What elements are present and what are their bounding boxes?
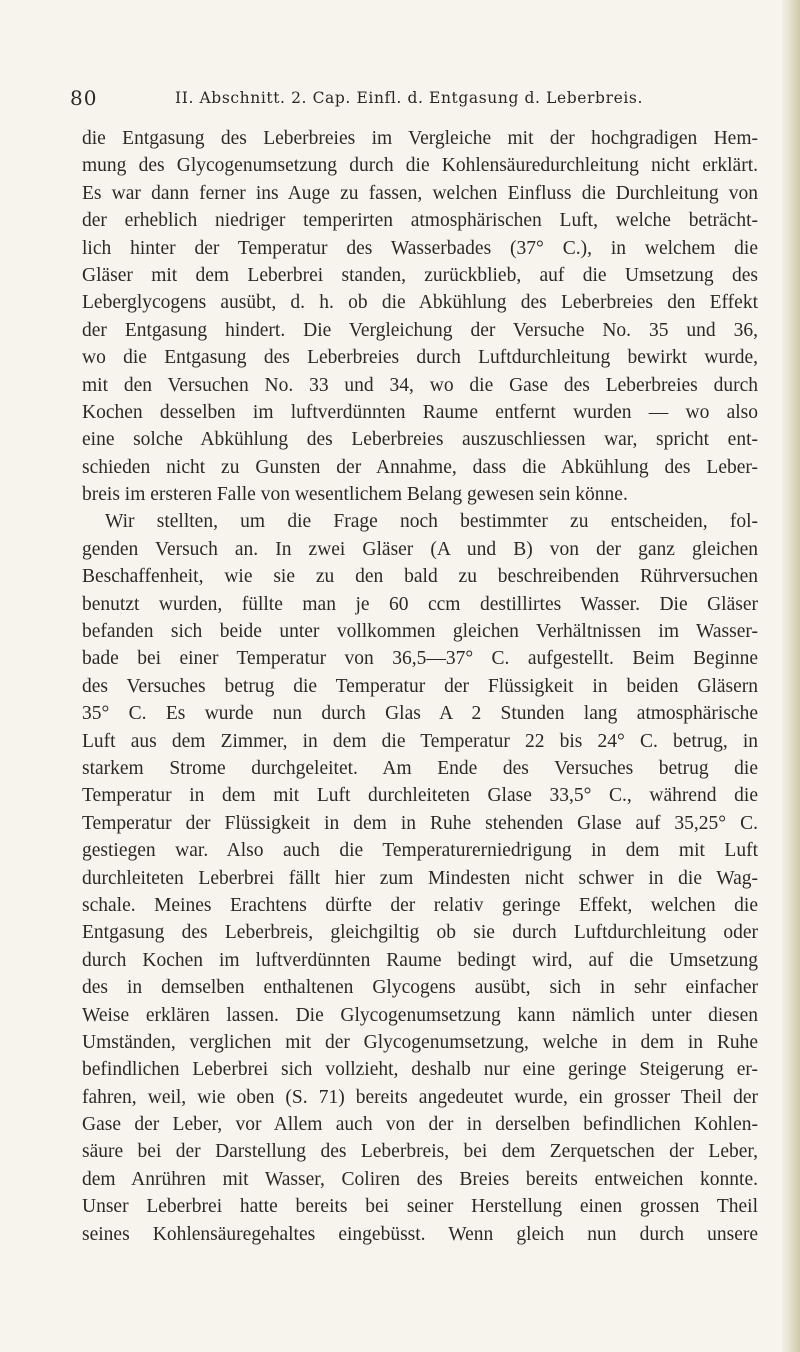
text-line: des Versuches betrug die Temperatur der Flüssigkeit in beiden Gläsern	[82, 675, 758, 697]
page-number: 80	[70, 86, 98, 110]
text-line: des in demselben enthaltenen Glycogens ausübt, sich in sehr einfacher	[82, 977, 758, 999]
text-line: gestiegen war. Also auch die Temperaturerniedrigung in dem mit Luft	[82, 840, 758, 862]
text-line: lich hinter der Temperatur des Wasserbades (37° C.), in welchem die	[82, 237, 758, 259]
text-line: die Entgasung des Leberbreies im Vergleiche mit der hochgradigen Hem-	[82, 128, 758, 149]
body-text	[82, 125, 758, 1248]
text-line: genden Versuch an. In zwei Gläser (A und B) von der ganz gleichen	[82, 538, 758, 560]
paragraph-1	[82, 125, 758, 508]
text-line: Gläser mit dem Leberbrei standen, zurückblieb, auf die Umsetzung des	[82, 264, 758, 286]
text-line: Beschaffenheit, wie sie zu den bald zu beschreibenden Rührversuchen	[82, 566, 758, 588]
text-line: säure bei der Darstellung des Leberbreis, bei dem Zerquetschen der Leber,	[82, 1141, 758, 1163]
text-line: breis im ersteren Falle von wesentlichem Belang gewesen sein könne.	[82, 484, 628, 506]
text-line: der Entgasung hindert. Die Vergleichung der Versuche No. 35 und 36,	[82, 319, 758, 341]
text-line: schale. Meines Erachtens dürfte der relativ geringe Effekt, welchen die	[82, 894, 758, 916]
text-line: 35° C. Es wurde nun durch Glas A 2 Stunden lang atmosphärische	[82, 703, 758, 725]
text-line: Kochen desselben im luftverdünnten Raume entfernt wurden — wo also	[82, 401, 758, 423]
text-line: der erheblich niedriger temperirten atmosphärischen Luft, welche beträcht-	[82, 210, 758, 232]
text-line: befanden sich beide unter vollkommen gleichen Verhältnissen im Wasser-	[82, 621, 758, 643]
text-line: seines Kohlensäuregehaltes eingebüsst. Wenn gleich nun durch unsere	[82, 1223, 758, 1245]
text-line: Temperatur in dem mit Luft durchleiteten Glase 33,5° C., während die	[82, 785, 758, 807]
text-line: mung des Glycogenumsetzung durch die Kohlensäuredurchleitung nicht erklärt.	[82, 155, 758, 177]
text-line: eine solche Abkühlung des Leberbreies auszuschliessen war, spricht ent-	[82, 429, 758, 451]
text-line: bade bei einer Temperatur von 36,5—37° C. aufgestellt. Beim Beginne	[82, 648, 758, 670]
text-line: benutzt wurden, füllte man je 60 ccm destillirtes Wasser. Die Gläser	[82, 593, 758, 615]
page-edge	[782, 0, 800, 1352]
text-line: Weise erklären lassen. Die Glycogenumsetzung kann nämlich unter diesen	[82, 1004, 758, 1026]
text-line: befindlichen Leberbrei sich vollzieht, deshalb nur eine geringe Steigerung er-	[82, 1059, 758, 1081]
text-line: Gase der Leber, vor Allem auch von der in derselben befindlichen Kohlen-	[82, 1114, 758, 1136]
text-line: schieden nicht zu Gunsten der Annahme, dass die Abkühlung des Leber-	[82, 456, 758, 478]
paragraph-2	[82, 508, 758, 1248]
text-line: durchleiteten Leberbrei fällt hier zum Mindesten nicht schwer in die Wag-	[82, 867, 758, 889]
text-line: durch Kochen im luftverdünnten Raume bedingt wird, auf die Umsetzung	[82, 949, 758, 971]
text-line: Unser Leberbrei hatte bereits bei seiner Herstellung einen grossen Theil	[82, 1196, 758, 1218]
text-line: Umständen, verglichen mit der Glycogenumsetzung, welche in dem in Ruhe	[82, 1031, 758, 1053]
text-line: wo die Entgasung des Leberbreies durch Luftdurchleitung bewirkt wurde,	[82, 347, 758, 369]
text-line: Entgasung des Leberbreis, gleichgiltig ob sie durch Luftdurchleitung oder	[82, 922, 758, 944]
text-line: Es war dann ferner ins Auge zu fassen, welchen Einfluss die Durchleitung von	[82, 182, 758, 204]
chapter-title: II. Abschnitt. 2. Cap. Einfl. d. Entgasung d. Leberbreis.	[175, 89, 644, 107]
text-line: Leberglycogens ausübt, d. h. ob die Abkühlung des Leberbreies den Effekt	[82, 292, 758, 314]
text-line: Temperatur der Flüssigkeit in dem in Ruhe stehenden Glase auf 35,25° C.	[82, 812, 758, 834]
text-line: dem Anrühren mit Wasser, Coliren des Breies bereits entweichen konnte.	[82, 1168, 758, 1190]
text-line: Luft aus dem Zimmer, in dem die Temperatur 22 bis 24° C. betrug, in	[82, 730, 758, 752]
running-head	[70, 86, 760, 116]
text-line: Wir stellten, um die Frage noch bestimmter zu entscheiden, fol-	[105, 511, 758, 533]
text-line: mit den Versuchen No. 33 und 34, wo die Gase des Leberbreies durch	[82, 374, 758, 396]
text-line: fahren, weil, wie oben (S. 71) bereits angedeutet wurde, ein grosser Theil der	[82, 1086, 758, 1108]
text-line: starkem Strome durchgeleitet. Am Ende des Versuches betrug die	[82, 757, 758, 779]
